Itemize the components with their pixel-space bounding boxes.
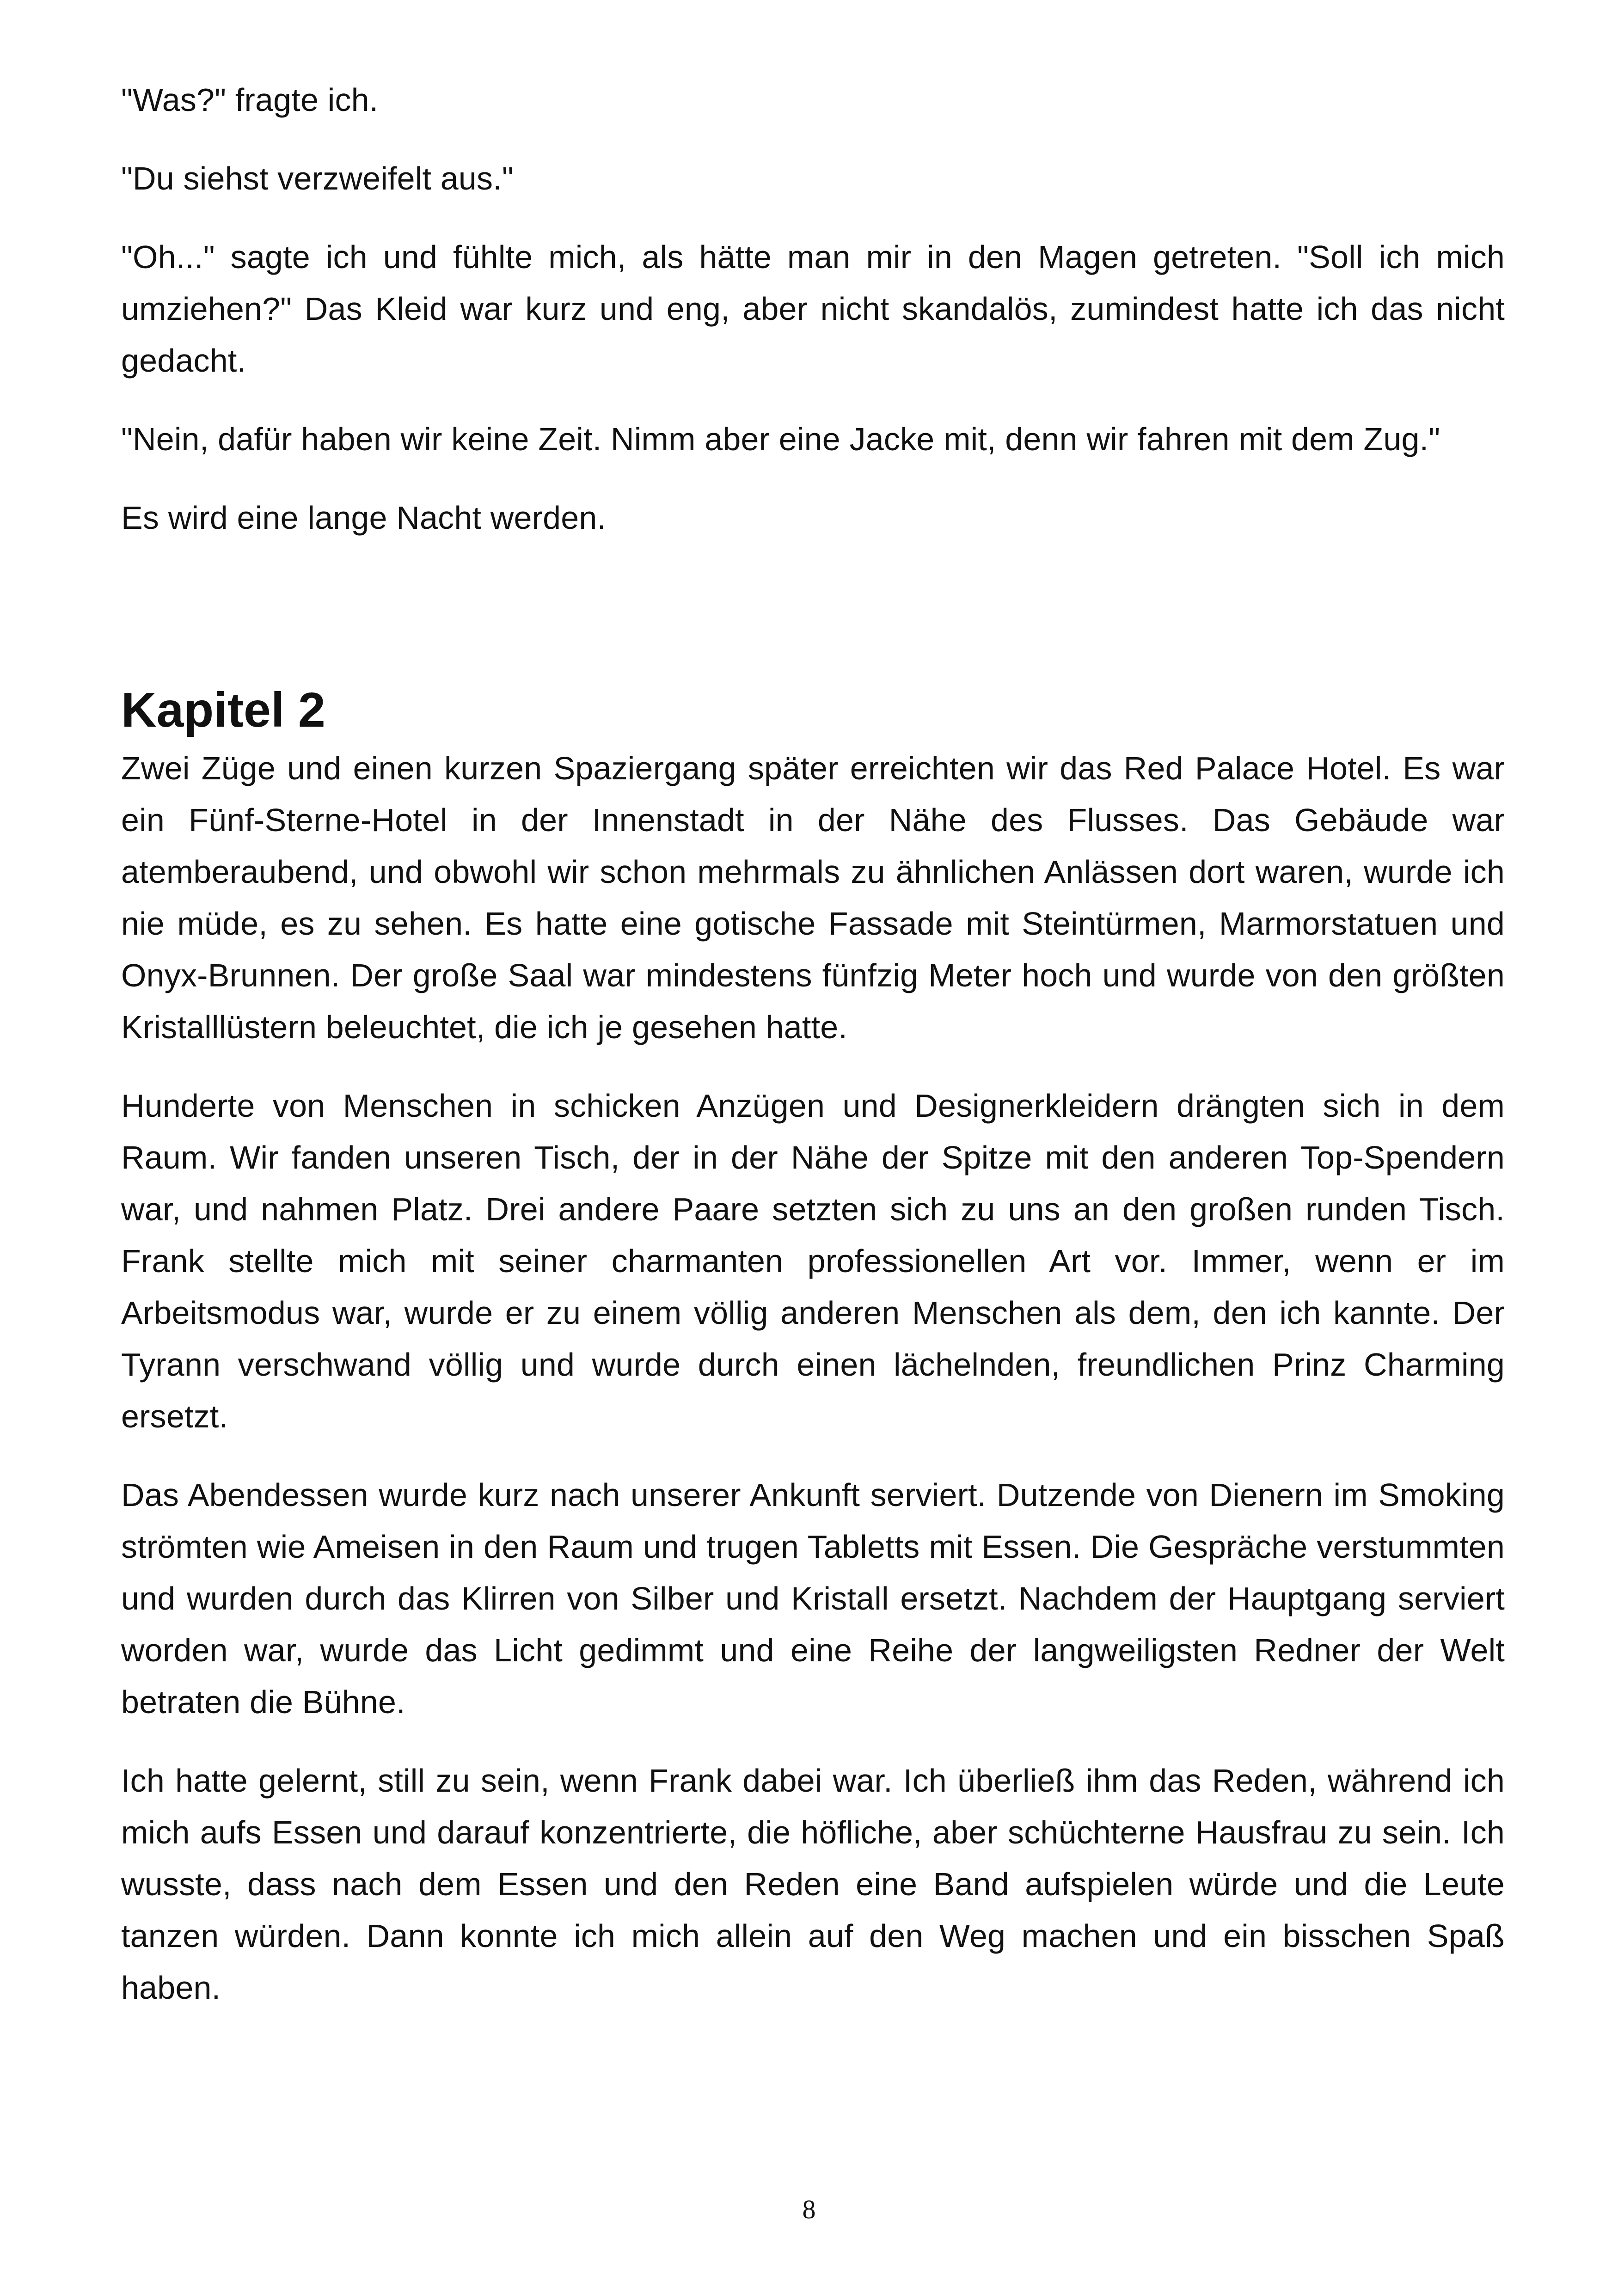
paragraph: Ich hatte gelernt, still zu sein, wenn Frank dabei war. Ich überließ ihm das Reden, während ich mich aufs Essen und darauf konzentrierte, die höfliche, aber schüchterne Hausfrau zu sein. Ich wusste, dass nach dem Essen und den Reden eine Band aufspielen würde und die Leute tanzen würden. Dann konnte ich mich allein auf den Weg machen und ein bisschen Spaß haben. [121, 1763, 1505, 2006]
chapter-body [121, 742, 1505, 2014]
paragraph: "Oh..." sagte ich und fühlte mich, als hätte man mir in den Magen getreten. "Soll ich mich umziehen?" Das Kleid war kurz und eng, aber nicht skandalös, zumindest hatte ich das nicht gedacht. [121, 239, 1505, 379]
paragraph: Zwei Züge und einen kurzen Spaziergang später erreichten wir das Red Palace Hotel. Es war ein Fünf-Sterne-Hotel in der Innenstadt in der Nähe des Flusses. Das Gebäude war atemberaubend, und obwohl wir schon mehrmals zu ähnlichen Anlässen dort waren, wurde ich nie müde, es zu sehen. Es hatte eine gotische Fassade mit Steintürmen, Marmorstatuen und Onyx-Brunnen. Der große Saal war mindestens fünfzig Meter hoch und wurde von den größten Kristalllüstern beleuchtet, die ich je gesehen hatte. [121, 750, 1505, 1045]
paragraph: Das Abendessen wurde kurz nach unserer Ankunft serviert. Dutzende von Dienern im Smoking strömten wie Ameisen in den Raum und trugen Tabletts mit Essen. Die Gespräche verstummten und wurden durch das Klirren von Silber und Kristall ersetzt. Nachdem der Hauptgang serviert worden war, wurde das Licht gedimmt und eine Reihe der langweiligsten Redner der Welt betraten die Bühne. [121, 1477, 1505, 1720]
paragraph: "Nein, dafür haben wir keine Zeit. Nimm aber eine Jacke mit, denn wir fahren mit dem Zug." [121, 421, 1440, 457]
paragraph: "Du siehst verzweifelt aus." [121, 160, 514, 196]
page-number: 8 [802, 2194, 816, 2224]
paragraph: Es wird eine lange Nacht werden. [121, 500, 607, 536]
page-content [121, 74, 1505, 2040]
chapter-heading: Kapitel 2 [121, 683, 325, 737]
paragraph: Hunderte von Menschen in schicken Anzügen und Designerkleidern drängten sich in dem Raum. Wir fanden unseren Tisch, der in der Nähe der Spitze mit den anderen Top-Spendern war, und nahmen Platz. Drei andere Paare setzten sich zu uns an den großen runden Tisch. Frank stellte mich mit seiner charmanten professionellen Art vor. Immer, wenn er im Arbeitsmodus war, wurde er zu einem völlig anderen Menschen als dem, den ich kannte. Der Tyrann verschwand völlig und wurde durch einen lächelnden, freundlichen Prinz Charming ersetzt. [121, 1088, 1505, 1434]
paragraph: "Was?" fragte ich. [121, 82, 379, 118]
